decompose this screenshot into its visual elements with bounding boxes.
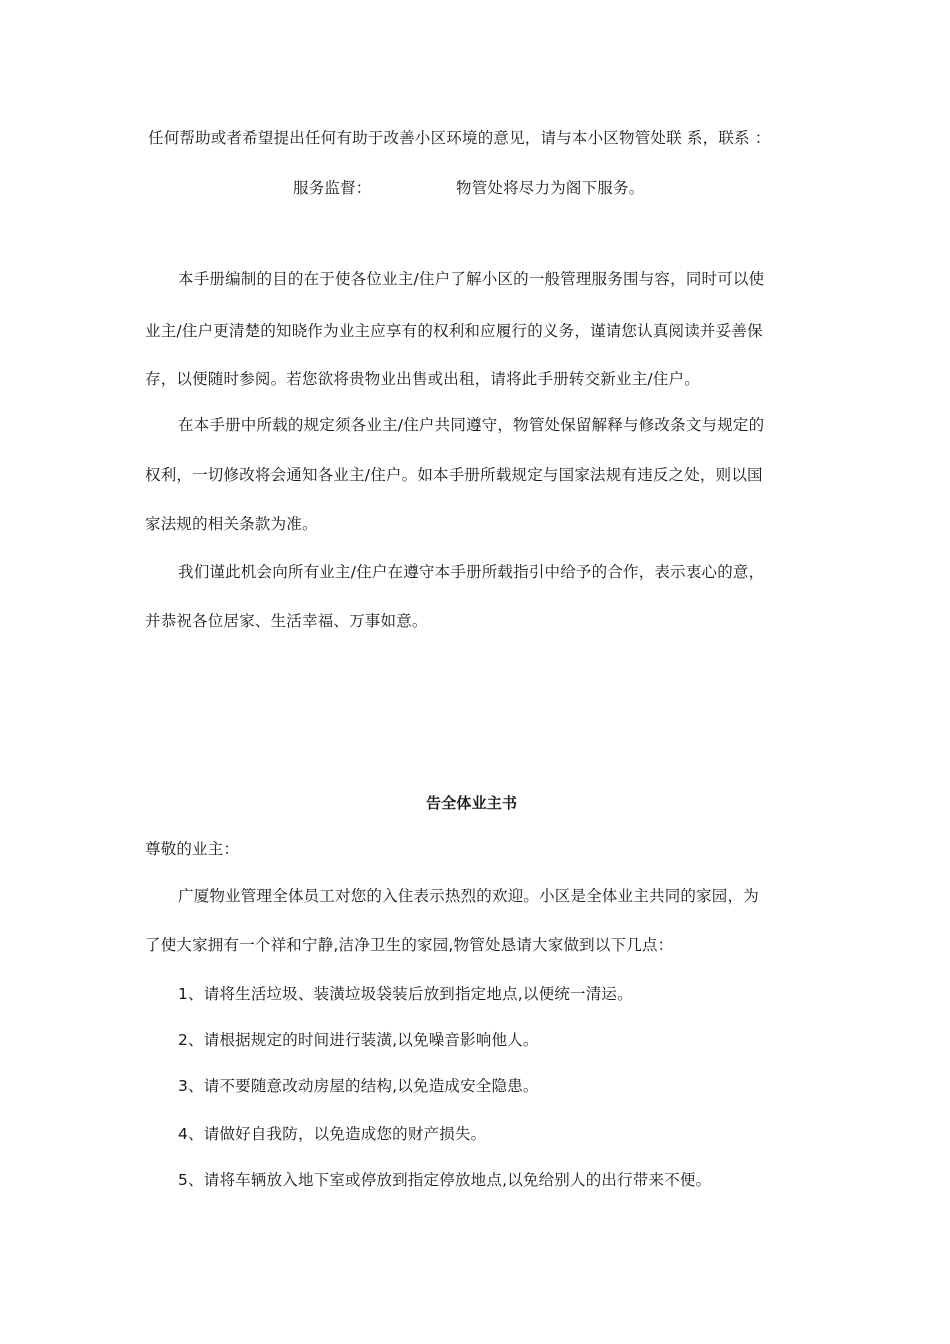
preface-p1-line: 存，以便随时参阅。若您欲将贵物业出售或出租，请将此手册转交新业主/住户。 [145, 370, 700, 388]
preface-p2-line: 权利，一切修改将会通知各业主/住户。如本手册所载规定与国家法规有违反之处，则以国 [145, 466, 763, 484]
letter-body-line: 了使大家拥有一个祥和宁静,洁净卫生的家园,物管处恳请大家做到以下几点： [145, 936, 674, 954]
letter-salutation: 尊敬的业主： [145, 840, 240, 858]
letter-item: 2、请根据规定的时间进行装潢,以免噪音影响他人。 [178, 1031, 539, 1049]
intro-contact-line: 任何帮助或者希望提出任何有助于改善小区环境的意见，请与本小区物管处联 系，联系 ： [148, 129, 771, 147]
intro-supervision-label: 服务监督： [293, 179, 372, 197]
intro-service-text: 物管处将尽力为阁下服务。 [456, 179, 645, 197]
letter-item: 3、请不要随意改动房屋的结构,以免造成安全隐患。 [178, 1077, 539, 1095]
preface-p2-line: 家法规的相关条款为准。 [145, 515, 318, 533]
preface-p3-line: 并恭祝各位居家、生活幸福、万事如意。 [145, 612, 428, 630]
letter-item: 5、请将车辆放入地下室或停放到指定停放地点,以免给别人的出行带来不便。 [178, 1171, 712, 1189]
letter-item: 1、请将生活垃圾、装潢垃圾袋装后放到指定地点,以便统一清运。 [178, 985, 633, 1003]
letter-item: 4、请做好自我防，以免造成您的财产损失。 [178, 1125, 487, 1143]
preface-p2-line: 在本手册中所载的规定须各业主/住户共同遵守，物管处保留解释与修改条文与规定的 [178, 416, 765, 434]
preface-p3-line: 我们谨此机会向所有业主/住户在遵守本手册所载指引中给予的合作，表示衷心的意， [178, 563, 765, 581]
letter-title: 告全体业主书 [426, 794, 518, 812]
preface-p1-line: 本手册编制的目的在于使各位业主/住户了解小区的一般管理服务围与容，同时可以使 [178, 270, 765, 288]
preface-p1-line: 业主/住户更清楚的知晓作为业主应享有的权利和应履行的义务，谨请您认真阅读并妥善保 [145, 322, 763, 340]
letter-body-line: 广厦物业管理全体员工对您的入住表示热烈的欢迎。小区是全体业主共同的家园，为 [178, 887, 759, 905]
